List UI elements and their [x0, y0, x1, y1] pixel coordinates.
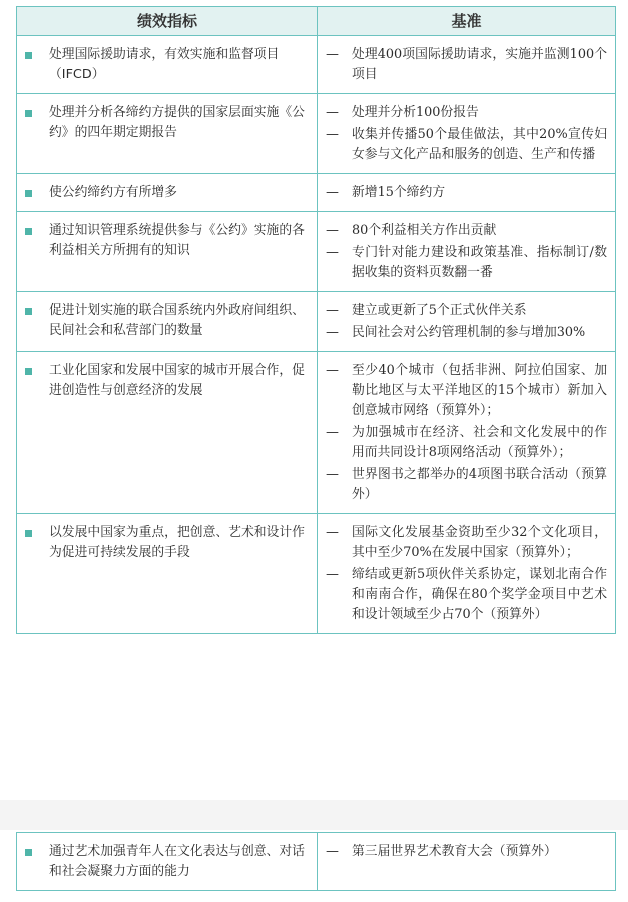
benchmark-text: 处理并分析100份报告: [352, 105, 479, 120]
benchmark-item: [326, 523, 607, 563]
table-row: [17, 94, 616, 174]
dash-marker: —: [326, 47, 339, 62]
indicator-cell: [17, 833, 318, 891]
table-row: [17, 36, 616, 94]
indicator-text: 工业化国家和发展中国家的城市开展合作，促进创造性与创意经济的发展: [49, 363, 305, 398]
benchmark-item: [326, 243, 607, 283]
table-row: [17, 292, 616, 352]
benchmark-item: [326, 565, 607, 625]
benchmark-cell: [318, 514, 616, 634]
benchmark-text: 80个利益相关方作出贡献: [352, 223, 497, 238]
dash-marker: —: [326, 567, 339, 582]
square-bullet-icon: [25, 368, 32, 375]
dash-marker: —: [326, 844, 339, 859]
indicator-cell: [17, 174, 318, 212]
benchmark-text: 缔结或更新5项伙伴关系协定，谋划北南合作和南南合作，确保在80个奖学金项目中艺术和设计领域至少占70个（预算外）: [352, 567, 607, 622]
indicator-cell: [17, 212, 318, 292]
benchmark-text: 第三届世界艺术教育大会（预算外）: [352, 844, 557, 859]
indicator-text: 以发展中国家为重点，把创意、艺术和设计作为促进可持续发展的手段: [49, 525, 305, 560]
square-bullet-icon: [25, 849, 32, 856]
benchmark-cell: [318, 212, 616, 292]
indicator-cell: [17, 94, 318, 174]
benchmark-item: [326, 323, 607, 343]
square-bullet-icon: [25, 530, 32, 537]
dash-marker: —: [326, 425, 339, 440]
benchmark-item: [326, 183, 607, 203]
table-row: [17, 833, 616, 891]
benchmark-cell: [318, 833, 616, 891]
dash-marker: —: [326, 363, 339, 378]
table-row: [17, 212, 616, 292]
square-bullet-icon: [25, 52, 32, 59]
indicator-text: 促进计划实施的联合国系统内外政府间组织、民间社会和私营部门的数量: [49, 303, 305, 338]
dash-marker: —: [326, 303, 339, 318]
benchmark-item: [326, 45, 607, 85]
benchmark-text: 至少40个城市（包括非洲、阿拉伯国家、加勒比地区与太平洋地区的15个城市）新加入创意城市网络（预算外）；: [352, 363, 607, 418]
dash-marker: —: [326, 325, 339, 340]
benchmark-item: [326, 361, 607, 421]
indicator-cell: [17, 514, 318, 634]
benchmark-text: 专门针对能力建设和政策基准、指标制订/数据收集的资料页数翻一番: [352, 245, 607, 280]
benchmark-cell: [318, 36, 616, 94]
table-body-continued: [17, 833, 616, 891]
benchmark-text: 民间社会对公约管理机制的参与增加30%: [352, 325, 586, 340]
benchmark-text: 世界图书之都举办的4项图书联合活动（预算外）: [352, 467, 607, 502]
benchmark-item: [326, 301, 607, 321]
square-bullet-icon: [25, 308, 32, 315]
benchmark-cell: [318, 94, 616, 174]
dash-marker: —: [326, 185, 339, 200]
dash-marker: —: [326, 467, 339, 482]
indicator-text: 通过艺术加强青年人在文化表达与创意、对话和社会凝聚力方面的能力: [49, 844, 305, 879]
page-break-gap: [0, 800, 628, 830]
benchmark-text: 国际文化发展基金资助至少32个文化项目，其中至少70%在发展中国家（预算外）；: [352, 525, 607, 560]
indicator-cell: [17, 36, 318, 94]
indicator-text: 处理并分析各缔约方提供的国家层面实施《公约》的四年期定期报告: [49, 105, 305, 140]
benchmark-item: [326, 423, 607, 463]
benchmark-text: 为加强城市在经济、社会和文化发展中的作用而共同设计8项网络活动（预算外）；: [352, 425, 607, 460]
benchmark-item: [326, 465, 607, 505]
indicator-cell: [17, 292, 318, 352]
indicator-cell: [17, 352, 318, 514]
square-bullet-icon: [25, 190, 32, 197]
indicator-text: 通过知识管理系统提供参与《公约》实施的各利益相关方所拥有的知识: [49, 223, 305, 258]
benchmark-item: [326, 125, 607, 165]
benchmark-cell: [318, 352, 616, 514]
dash-marker: —: [326, 105, 339, 120]
dash-marker: —: [326, 245, 339, 260]
benchmark-text: 收集并传播50个最佳做法，其中20%宣传妇女参与文化产品和服务的创造、生产和传播: [352, 127, 607, 162]
table-row: [17, 352, 616, 514]
square-bullet-icon: [25, 110, 32, 117]
dash-marker: —: [326, 525, 339, 540]
performance-table: [16, 6, 616, 634]
benchmark-item: [326, 842, 607, 862]
performance-table-continued: [16, 832, 616, 891]
benchmark-text: 新增15个缔约方: [352, 185, 446, 200]
benchmark-item: [326, 103, 607, 123]
square-bullet-icon: [25, 228, 32, 235]
header-indicator: 绩效指标: [17, 7, 318, 36]
benchmark-item: [326, 221, 607, 241]
benchmark-cell: [318, 292, 616, 352]
indicator-text: 处理国际援助请求，有效实施和监督项目（IFCD）: [49, 47, 280, 82]
dash-marker: —: [326, 127, 339, 142]
indicator-text: 使公约缔约方有所增多: [49, 185, 177, 200]
benchmark-text: 建立或更新了5个正式伙伴关系: [352, 303, 527, 318]
header-benchmark: 基准: [318, 7, 616, 36]
benchmark-text: 处理400项国际援助请求，实施并监测100个项目: [352, 47, 607, 82]
benchmark-cell: [318, 174, 616, 212]
table-row: [17, 514, 616, 634]
table-body: [17, 36, 616, 634]
table-row: [17, 174, 616, 212]
table-header-row: [17, 7, 616, 36]
dash-marker: —: [326, 223, 339, 238]
